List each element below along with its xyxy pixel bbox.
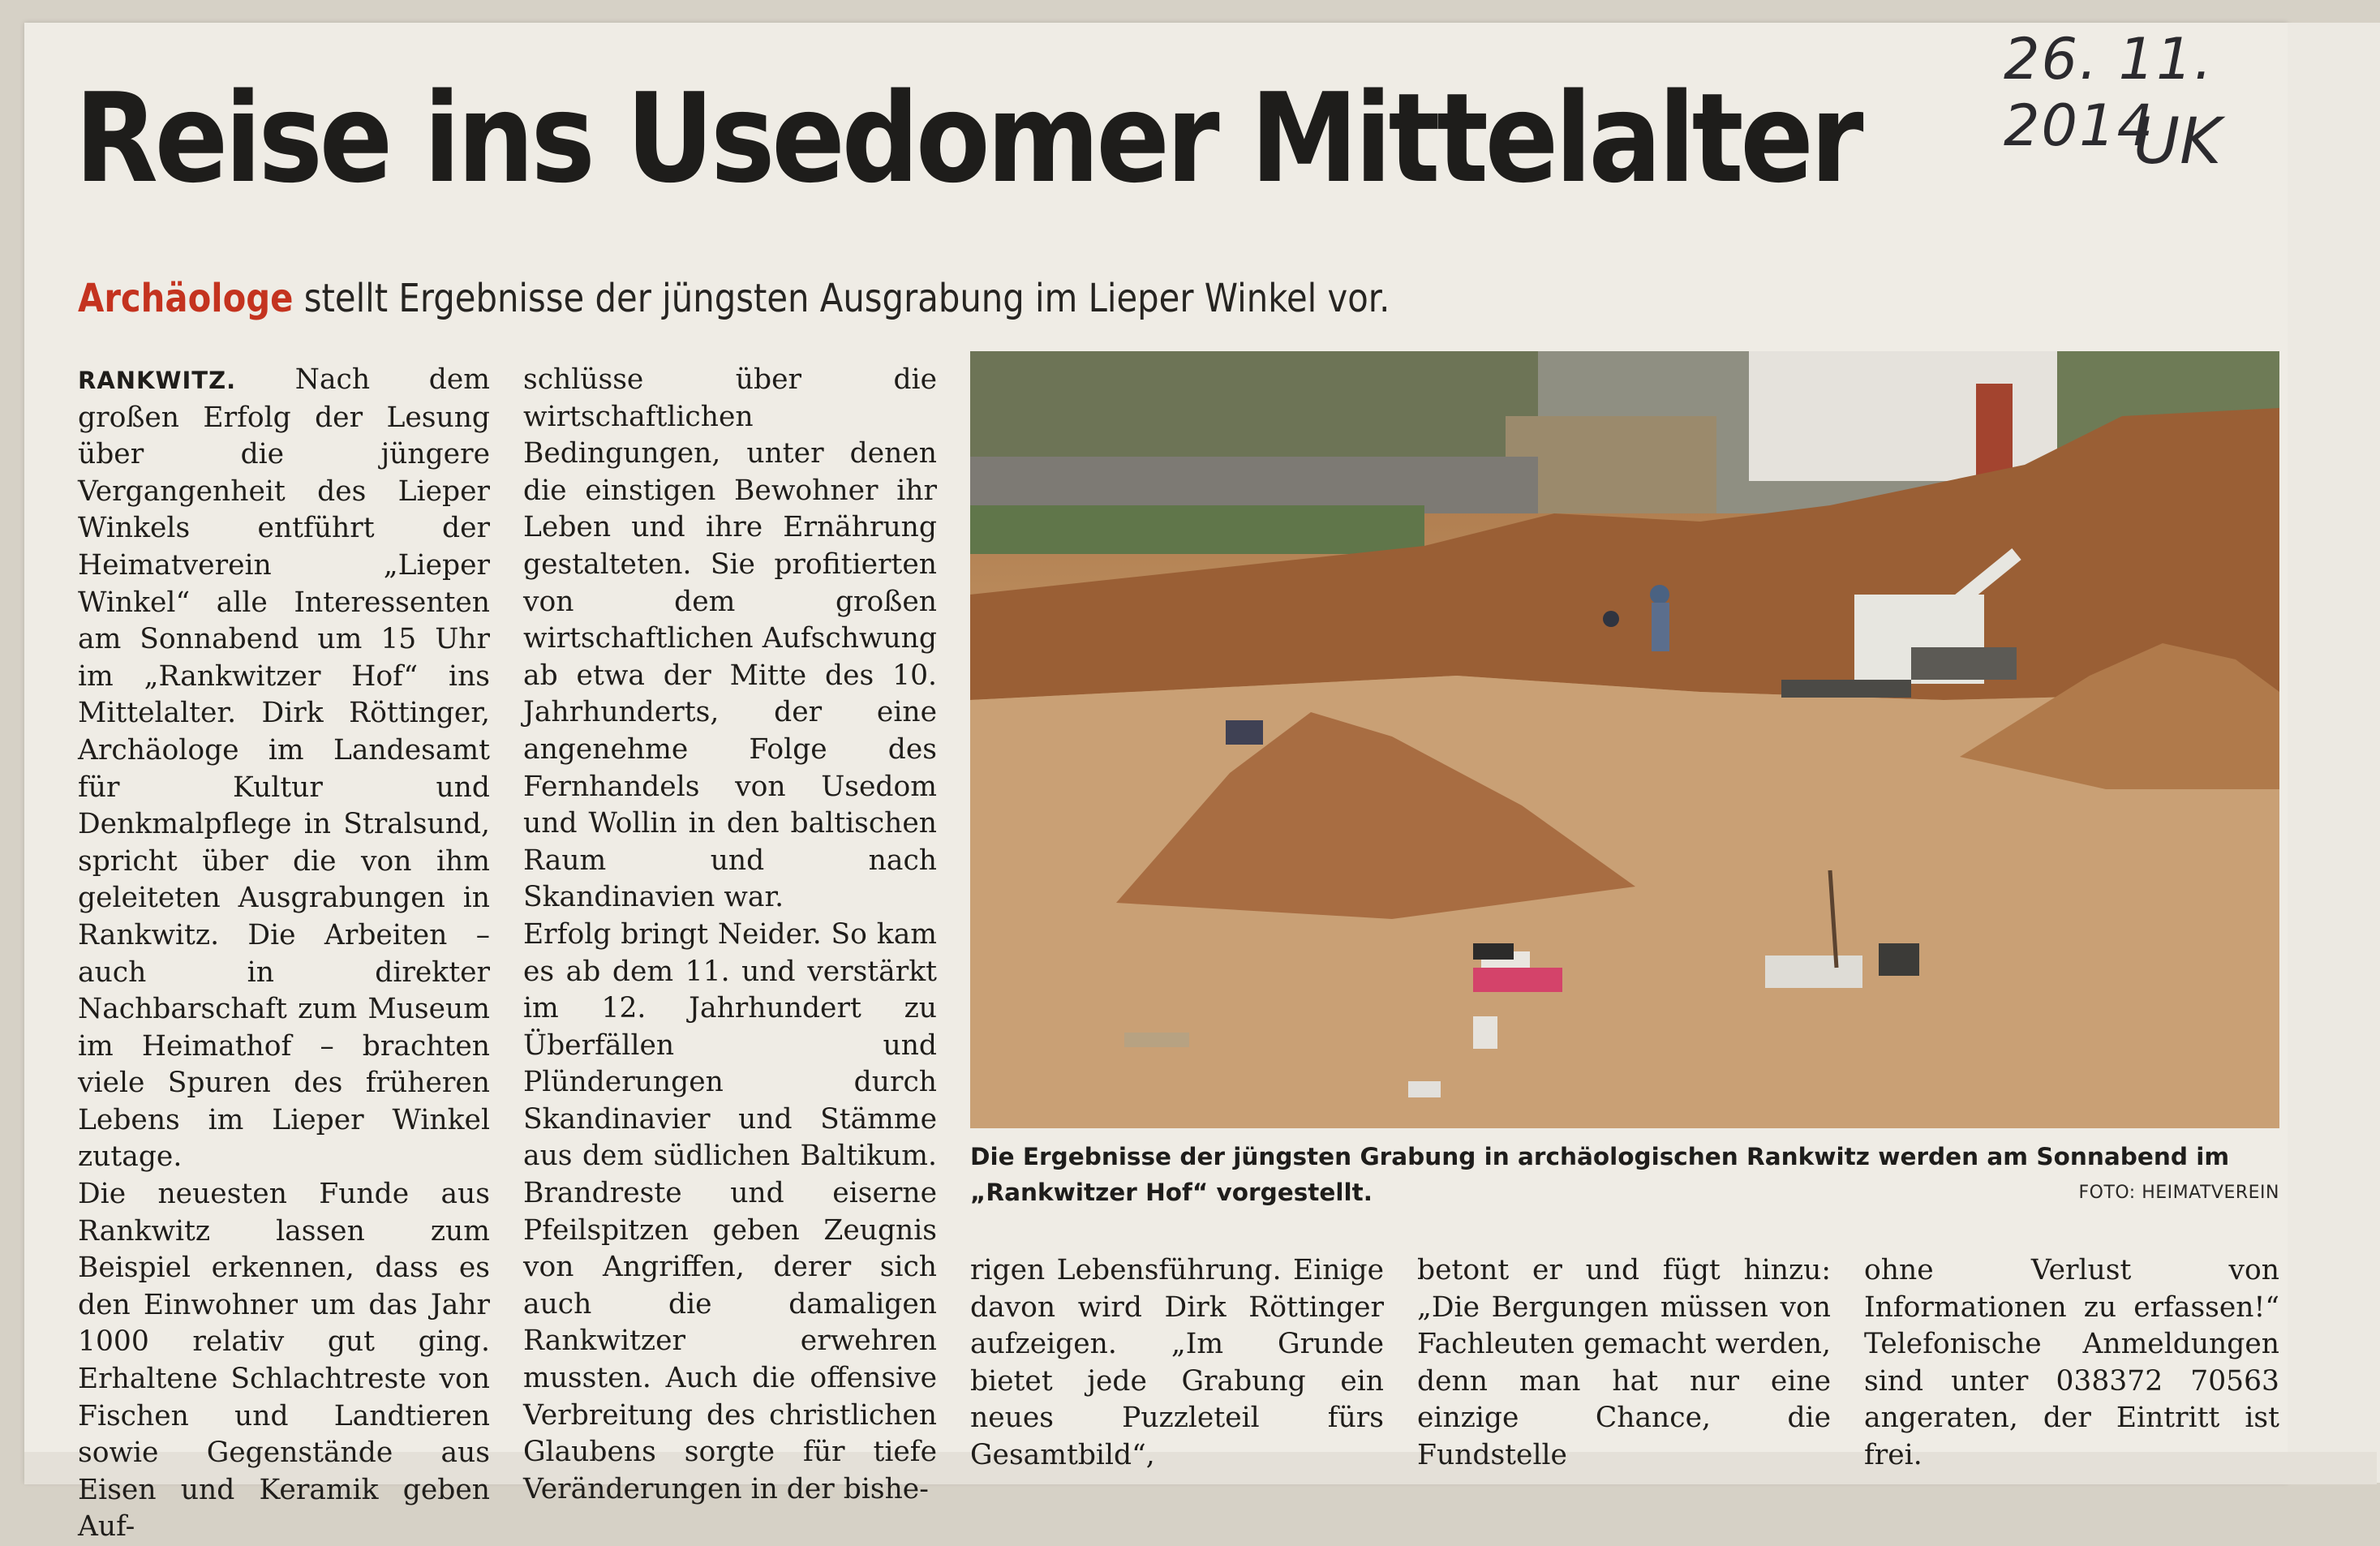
paragraph: betont er und fügt hinzu: „Die Bergungen müssen von Fachleuten gemacht werden, denn man hat nur eine einzige Chance, die Fundstelle bbox=[1417, 1254, 1831, 1471]
article-subline bbox=[78, 276, 1390, 321]
excavation-scene bbox=[970, 351, 2279, 1128]
adjacent-page-edge bbox=[2288, 23, 2380, 1483]
paragraph: rigen Lebensführung. Einige davon wird Dirk Röttinger aufzeigen. „Im Grunde bietet jede Grabung ein neues Puzzleteil fürs Gesamtbild“, bbox=[970, 1254, 1384, 1471]
paragraph: schlüsse über die wirtschaftlichen Bedingungen, unter denen die einstigen Bewohner ihr Leben und ihre Ernährung gestalteten. Sie profitierten von dem großen wirtschaftlichen Aufschwung ab etwa der Mitte des 10. Jahrhunderts, der eine angenehme Folge des Fernhandels von Usedom und Wollin in den baltischen Raum und nach Skandinavien war. bbox=[523, 363, 937, 914]
photo-caption: Die Ergebnisse der jüngsten Grabung in archäologischen Rankwitz werden am Sonnabend im „Rankwitzer Hof“ vorgestellt. bbox=[970, 1143, 2230, 1206]
paragraph bbox=[78, 362, 490, 1176]
paragraph: Erfolg bringt Neider. So kam es ab dem 11. und verstärkt im 12. Jahrhundert zu Überfällen und Plünderungen durch Skandinavier und Stämme aus dem südlichen Baltikum. Brandreste und eiserne Pfeilspitzen geben Zeugnis von Angriffen, derer sich auch die damaligen Rankwitzer erwehren mussten. Auch die offensive Verbreitung des christlichen Glaubens sorgte für tiefe Veränderungen in der bishe- bbox=[523, 917, 937, 1505]
text-column-5 bbox=[1864, 1252, 2279, 1475]
handwritten-initials: UK bbox=[2133, 105, 2222, 178]
lead-text: Nach dem großen Erfolg der Lesung über die jüngere Vergangenheit des Lieper Winkels entführt der Heimatverein „Lieper Winkel“ alle Interessenten am Sonnabend um 15 Uhr im „Rankwitzer Hof“ ins Mittelalter. Dirk Röttinger, Archäologe im Landesamt für Kultur und Denkmalpflege in Stralsund, spricht über die von ihm geleiteten Ausgrabungen in Rankwitz. Die Arbeiten – auch in direkter Nachbarschaft zum Museum im Heimathof – brachten viele Spuren des früheren Lebens im Lieper Winkel zutage. bbox=[78, 363, 490, 1174]
paragraph: Die neuesten Funde aus Rankwitz lassen zum Beispiel erkennen, dass es den Einwohner um das Jahr 1000 relativ gut ging. Erhaltene Schlachtreste von Fischen und Landtieren sowie Gegenstände aus Eisen und Keramik geben Auf- bbox=[78, 1178, 490, 1544]
kicker: Archäologe bbox=[78, 276, 294, 321]
handwritten-date: 26. 11. 2014 bbox=[2004, 26, 2214, 159]
text-column-2 bbox=[523, 362, 937, 1508]
text-column-3 bbox=[970, 1252, 1384, 1475]
paragraph: ohne Verlust von Informationen zu erfassen!“ Telefonische Anmeldungen sind unter 038372 70563 angeraten, der Eintritt ist frei. bbox=[1864, 1254, 2279, 1471]
text-column-1 bbox=[78, 362, 490, 1546]
excavation-photo bbox=[970, 351, 2279, 1128]
article-headline: Reise ins Usedomer Mittelalter bbox=[75, 67, 1861, 210]
subline-text: stellt Ergebnisse der jüngsten Ausgrabung im Lieper Winkel vor. bbox=[293, 276, 1390, 321]
text-column-4 bbox=[1417, 1252, 1831, 1475]
photo-credit: FOTO: HEIMATVEREIN bbox=[2078, 1183, 2279, 1203]
dateline: RANKWITZ. bbox=[78, 367, 237, 394]
